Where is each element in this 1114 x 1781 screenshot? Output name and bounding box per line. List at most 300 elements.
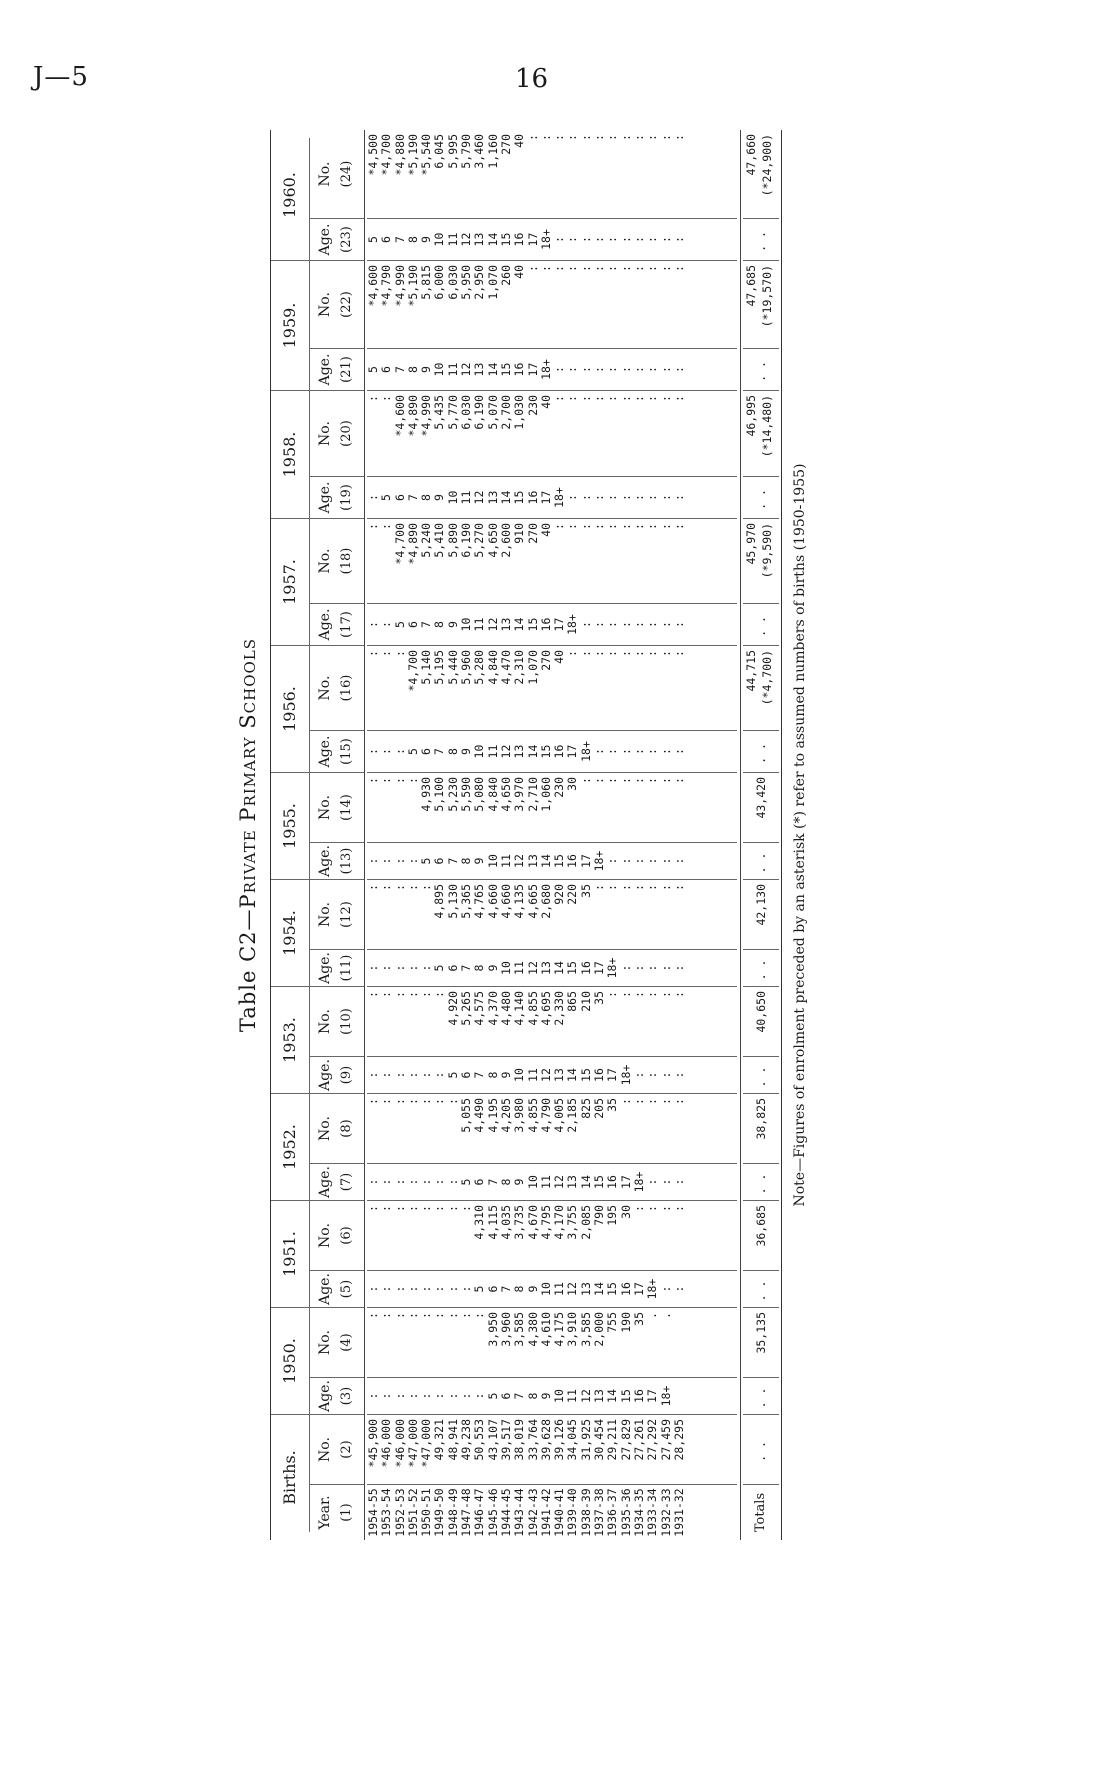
- table-cell: 7: [392, 366, 407, 373]
- header-births-no: [309, 1414, 364, 1484]
- totals-age-1956: . .: [743, 730, 779, 772]
- header-no-1958: [309, 390, 364, 476]
- table-cell: :: [366, 777, 380, 784]
- totals-1954: 42,130: [743, 879, 779, 949]
- table-cell: 4,480: [498, 991, 513, 1026]
- table-cell: :: [631, 621, 646, 628]
- table-cell: 13: [512, 744, 527, 759]
- header-c13: (13): [339, 847, 354, 875]
- table-cell: :: [645, 1071, 660, 1079]
- table-cell: :: [631, 991, 646, 998]
- table-cell: :: [432, 1205, 447, 1212]
- table-cell: 39,628: [538, 1419, 553, 1461]
- table-cell: :: [618, 621, 633, 628]
- header-no-label: No.: [317, 1330, 333, 1355]
- table-cell: :: [618, 134, 633, 141]
- table-cell: 10: [512, 1068, 527, 1082]
- header-c19: (19): [339, 484, 354, 511]
- table-cell: 4,115: [485, 1205, 500, 1240]
- table-cell: 12: [565, 1282, 580, 1296]
- table-cell: 49,238: [459, 1419, 474, 1461]
- header-age-label: Age.: [317, 735, 333, 768]
- table-cell: 1944-45: [498, 1488, 513, 1537]
- table-cell: 3,960: [498, 1312, 513, 1347]
- table-cell: 4,765: [472, 884, 487, 919]
- table-cell: 1942-43: [525, 1488, 540, 1537]
- table-cell: 7: [512, 1392, 527, 1400]
- header-age-1953: [309, 1056, 364, 1093]
- table-cell: :: [631, 1098, 646, 1105]
- column-age-1955: [367, 842, 737, 879]
- table-cell: *4,990: [392, 265, 407, 307]
- table-cell: 40: [552, 650, 567, 664]
- totals-1959: [743, 260, 779, 348]
- table-cell: 12: [459, 232, 474, 247]
- table-cell: :: [658, 265, 673, 272]
- table-cell: 17: [525, 232, 540, 247]
- table-cell: 1952-53: [392, 1488, 407, 1537]
- table-cell: 5: [419, 857, 434, 865]
- table-cell: :: [658, 1205, 673, 1212]
- table-cell: 7: [405, 494, 420, 501]
- header-no-1951: [309, 1200, 364, 1270]
- table-cell: 1943-44: [512, 1488, 527, 1537]
- table-cell: 5,440: [445, 650, 460, 685]
- header-c24: (24): [339, 160, 354, 188]
- table-cell: 2,710: [525, 777, 540, 812]
- table-cell: :: [392, 748, 407, 755]
- table-cell: :: [658, 134, 673, 141]
- table-cell: 6: [485, 1285, 500, 1293]
- table-cell: :: [459, 1285, 474, 1293]
- table-cell: 5,130: [445, 884, 460, 919]
- table-cell: 5,240: [419, 523, 434, 558]
- group-1955: 1955.: [271, 772, 309, 879]
- table-cell: :: [392, 777, 407, 784]
- table-frame: [270, 130, 782, 1540]
- table-cell: :: [618, 236, 633, 243]
- group-1952: 1952.: [271, 1093, 309, 1200]
- table-cell: [673, 1378, 686, 1414]
- table-cell: 16: [552, 744, 567, 759]
- table-cell: :: [419, 1285, 434, 1293]
- table-cell: 8: [472, 964, 487, 972]
- table-cell: 6: [498, 1392, 513, 1400]
- table-cell: 205: [592, 1098, 607, 1119]
- table-cell: 2,680: [538, 884, 553, 919]
- table-cell: :: [578, 523, 593, 530]
- table-cell: :: [445, 1285, 460, 1293]
- table-cell: 10: [472, 744, 487, 759]
- table-cell: 15: [538, 744, 553, 759]
- table-cell: 15: [512, 490, 527, 505]
- column-no-1960: [367, 130, 737, 218]
- table-cell: 5: [432, 964, 447, 972]
- header-no-1955: [309, 772, 364, 842]
- table-cell: :: [618, 523, 633, 530]
- table-cell: 230: [552, 777, 567, 798]
- table-cell: 15: [592, 1175, 607, 1189]
- table-cell: 190: [618, 1312, 633, 1333]
- table-cell: 11: [512, 961, 527, 975]
- table-cell: 15: [525, 617, 540, 632]
- table-cell: :: [658, 236, 673, 243]
- table-cell: 9: [419, 366, 434, 373]
- table-cell: :: [366, 884, 380, 891]
- table-cell: :: [379, 991, 394, 998]
- table-cell: 3,755: [565, 1205, 580, 1240]
- table-cell: :: [552, 523, 567, 530]
- table-cell: :: [605, 857, 620, 865]
- table-cell: 4,920: [445, 991, 460, 1026]
- table-cell: 18+: [552, 487, 567, 508]
- table-cell: :: [671, 494, 686, 501]
- table-cell: 6: [445, 964, 460, 972]
- header-no-label: No.: [317, 1009, 333, 1034]
- table-cell: 8: [485, 1071, 500, 1079]
- table-cell: 15: [498, 232, 513, 247]
- table-cell: 8: [498, 1178, 513, 1186]
- table-cell: :: [631, 236, 646, 243]
- table-cell: :: [405, 1205, 420, 1212]
- table-cell: 40: [512, 265, 527, 279]
- table-cell: :: [366, 1392, 380, 1400]
- header-age-label: Age.: [317, 223, 333, 256]
- table-cell: 12: [578, 1389, 593, 1403]
- table-cell: 13: [472, 362, 487, 377]
- table-cell: :: [578, 134, 593, 141]
- table-cell: 12: [498, 744, 513, 759]
- table-cell: 5,995: [445, 134, 460, 169]
- table-cell: :: [658, 366, 673, 373]
- table-cell: :: [645, 748, 660, 755]
- table-cell: 43,107: [485, 1419, 500, 1461]
- table-cell: 8: [512, 1285, 527, 1293]
- table-cell: 270: [525, 523, 540, 544]
- table-cell: :: [631, 1205, 646, 1212]
- table-cell: 3,585: [578, 1312, 593, 1347]
- table-cell: :: [671, 1178, 686, 1186]
- table-cell: 27,459: [658, 1419, 673, 1461]
- table-cell: :: [405, 1098, 420, 1105]
- table-cell: :: [392, 1178, 407, 1186]
- table-cell: 14: [578, 1175, 593, 1189]
- table-cell: 16: [592, 1068, 607, 1082]
- totals-1958-value: 46,995: [744, 395, 758, 437]
- table-cell: 35: [631, 1312, 646, 1326]
- table-cell: 6: [459, 1071, 474, 1079]
- table-cell: 7: [432, 748, 447, 755]
- table-cell: 4,695: [538, 991, 553, 1026]
- table-cell: 18+: [578, 741, 593, 762]
- table-cell: 230: [525, 395, 540, 416]
- header-c9: (9): [339, 1065, 354, 1085]
- table-cell: :: [671, 748, 686, 755]
- table-cell: 9: [445, 621, 460, 628]
- table-cell: 4,005: [552, 1098, 567, 1133]
- table-cell: 270: [538, 650, 553, 671]
- table-cell: :: [645, 523, 660, 530]
- table-cell: 1945-46: [485, 1488, 500, 1537]
- table-cell: :: [366, 748, 380, 755]
- header-age-1955: [309, 842, 364, 879]
- table-cell: 16: [538, 617, 553, 632]
- table-cell: *45,900: [366, 1419, 380, 1468]
- table-cell: :: [565, 366, 580, 373]
- table-cell: :: [432, 1285, 447, 1293]
- table-cell: :: [405, 1071, 420, 1079]
- table-cell: *47,000: [405, 1419, 420, 1468]
- table-cell: :: [578, 494, 593, 501]
- table-cell: 11: [485, 744, 500, 759]
- table-cell: :: [419, 884, 434, 891]
- header-c1: (1): [339, 1503, 354, 1522]
- table-cell: :: [605, 748, 620, 755]
- table-cell: 2,950: [472, 265, 487, 300]
- table-cell: :: [658, 884, 673, 891]
- table-cell: 14: [552, 961, 567, 975]
- table-cell: :: [392, 1392, 407, 1400]
- table-cell: 14: [485, 362, 500, 377]
- table-cell: *4,500: [366, 134, 380, 176]
- table-cell: :: [645, 265, 660, 272]
- header-no-1957: [309, 518, 364, 603]
- table-cell: :: [618, 991, 633, 998]
- table-cell: :: [618, 777, 633, 784]
- table-cell: :: [671, 884, 686, 891]
- table-cell: :: [592, 777, 607, 784]
- table-cell: 12: [485, 617, 500, 632]
- column-age-1957: [367, 603, 737, 645]
- table-cell: :: [658, 1285, 673, 1293]
- table-cell: 5,100: [432, 777, 447, 812]
- table-cell: 6,000: [432, 265, 447, 300]
- table-cell: 1,060: [538, 777, 553, 812]
- table-cell: :: [366, 964, 380, 972]
- totals-age-1957: . .: [743, 603, 779, 645]
- table-cell: 5,265: [459, 991, 474, 1026]
- table-cell: 33,764: [525, 1419, 540, 1461]
- column-no-1950: [367, 1307, 737, 1377]
- table-cell: 40: [538, 523, 553, 537]
- header-no-label: No.: [317, 902, 333, 927]
- header-age-label: Age.: [317, 1273, 333, 1305]
- header-c5: (5): [339, 1279, 354, 1299]
- table-cell: 6,030: [459, 395, 474, 430]
- table-cell: *46,000: [379, 1419, 394, 1468]
- table-cell: :: [592, 134, 607, 141]
- table-cell: 9: [485, 964, 500, 972]
- table-cell: 865: [565, 991, 580, 1012]
- table-cell: 2,330: [552, 991, 567, 1026]
- table-cell: 195: [605, 1205, 620, 1226]
- table-cell: 4,665: [525, 884, 540, 919]
- table-cell: :: [645, 134, 660, 141]
- table-cell: 1940-41: [552, 1488, 567, 1537]
- table-cell: 12: [552, 1175, 567, 1189]
- header-age-label: Age.: [317, 608, 333, 641]
- totals-1953: 40,650: [743, 986, 779, 1056]
- table-cell: 5: [472, 1285, 487, 1293]
- table-cell: :: [592, 748, 607, 755]
- table-cell: 15: [578, 1068, 593, 1082]
- table-cell: :: [645, 1205, 660, 1212]
- table-cell: 4,470: [498, 650, 513, 685]
- table-cell: :: [366, 1178, 380, 1186]
- table-cell: :: [366, 991, 380, 998]
- totals-rule: [740, 130, 741, 1540]
- table-cell: 4,855: [525, 991, 540, 1026]
- table-cell: :: [419, 964, 434, 972]
- table-cell: 6,045: [432, 134, 447, 169]
- column-births-no: [367, 1414, 737, 1484]
- table-cell: *5,190: [405, 134, 420, 176]
- table-cell: :: [658, 1178, 673, 1186]
- table-cell: :: [671, 650, 686, 657]
- table-cell: 4,490: [472, 1098, 487, 1133]
- table-cell: :: [658, 621, 673, 628]
- table-cell: 7: [419, 621, 434, 628]
- table-cell: 5,365: [459, 884, 474, 919]
- table-cell: :: [631, 964, 646, 972]
- table-cell: 4,895: [432, 884, 447, 919]
- table-cell: :: [658, 395, 673, 402]
- table-cell: :: [605, 366, 620, 373]
- table-cell: :: [552, 265, 567, 272]
- header-no-1959: [309, 260, 364, 348]
- table-cell: 16: [512, 362, 527, 377]
- table-cell: :: [658, 650, 673, 657]
- table-cell: *5,540: [419, 134, 434, 176]
- table-cell: 1947-48: [459, 1488, 474, 1537]
- column-no-1959: [367, 260, 737, 348]
- table-cell: 8: [419, 494, 434, 501]
- table-cell: :: [552, 395, 567, 402]
- table-cell: :: [631, 1071, 646, 1079]
- table-cell: 11: [565, 1389, 580, 1403]
- totals-1960-assumed: (*24,900): [760, 134, 774, 197]
- table-cell: *4,890: [405, 395, 420, 437]
- table-cell: :: [658, 1098, 673, 1105]
- table-cell: :: [472, 1392, 487, 1400]
- table-cell: :: [419, 1098, 434, 1105]
- table-cell: :: [671, 1205, 686, 1212]
- column-age-1958: [367, 476, 737, 518]
- table-cell: :: [379, 777, 394, 784]
- table-cell: 2,000: [592, 1312, 607, 1347]
- table-cell: 6: [432, 857, 447, 865]
- table-cell: :: [445, 1312, 460, 1319]
- table-cell: 11: [498, 854, 513, 868]
- table-cell: 1950-51: [419, 1488, 434, 1537]
- table-cell: 48,941: [445, 1419, 460, 1461]
- table-cell: :: [631, 494, 646, 501]
- table-cell: *4,990: [419, 395, 434, 437]
- table-cell: 4,930: [419, 777, 434, 812]
- table-cell: 3,585: [512, 1312, 527, 1347]
- table-cell: 18+: [605, 957, 620, 979]
- table-cell: :: [658, 748, 673, 755]
- table-cell: :: [405, 1392, 420, 1400]
- table-cell: 40: [512, 134, 527, 148]
- table-cell: :: [392, 991, 407, 998]
- table-cell: 13: [498, 617, 513, 632]
- table-cell: 4,310: [472, 1205, 487, 1240]
- header-no-label: No.: [317, 421, 333, 446]
- table-cell: 5,230: [445, 777, 460, 812]
- table-cell: 3,735: [512, 1205, 527, 1240]
- table-cell: :: [631, 857, 646, 865]
- totals-age-1954: . .: [743, 949, 779, 986]
- table-cell: 5: [445, 1071, 460, 1079]
- table-cell: :: [419, 1205, 434, 1212]
- table-cell: :: [405, 857, 420, 865]
- table-cell: :: [658, 523, 673, 530]
- table-cell: :: [671, 395, 686, 402]
- table-cell: 3,910: [565, 1312, 580, 1347]
- table-cell: :: [605, 134, 620, 141]
- table-cell: [673, 1312, 686, 1377]
- totals-1959-assumed: (*19,570): [760, 265, 774, 328]
- table-cell: :: [552, 134, 567, 141]
- table-cell: :: [392, 1098, 407, 1105]
- table-cell: 1948-49: [445, 1488, 460, 1537]
- table-cell: :: [645, 964, 660, 972]
- table-cell: 6: [392, 494, 407, 501]
- table-cell: :: [658, 991, 673, 998]
- table-cell: .: [658, 1312, 673, 1319]
- table-cell: 6: [379, 236, 394, 243]
- table-cell: 270: [498, 134, 513, 155]
- header-c20: (20): [339, 420, 354, 447]
- table-cell: *4,880: [392, 134, 407, 176]
- table-cell: 14: [592, 1282, 607, 1296]
- group-births: Births.: [271, 1414, 309, 1540]
- table-cell: 4,670: [525, 1205, 540, 1240]
- table-cell: :: [592, 650, 607, 657]
- table-cell: :: [392, 964, 407, 972]
- table-cell: 17: [538, 490, 553, 505]
- table-cell: :: [671, 366, 686, 373]
- header-no-1954: [309, 879, 364, 949]
- table-cell: 49,321: [432, 1419, 447, 1461]
- table-cell: 18+: [631, 1171, 646, 1193]
- table-cell: :: [379, 1392, 394, 1400]
- table-cell: :: [605, 650, 620, 657]
- table-cell: :: [379, 1098, 394, 1105]
- table-cell: :: [525, 134, 540, 141]
- totals-1956-assumed: (*4,700): [760, 650, 774, 706]
- table-cell: 7: [445, 857, 460, 865]
- totals-1950: 35,135: [743, 1307, 779, 1377]
- table-cell: :: [379, 1178, 394, 1186]
- table-cell: :: [538, 134, 553, 141]
- totals-1952: 38,825: [743, 1093, 779, 1163]
- header-age-1954: [309, 949, 364, 986]
- table-cell: 5,590: [459, 777, 474, 812]
- totals-1955: 43,420: [743, 772, 779, 842]
- table-cell: :: [445, 1178, 460, 1186]
- column-year: [367, 1484, 737, 1540]
- table-cell: :: [631, 134, 646, 141]
- table-cell: 5,890: [445, 523, 460, 558]
- table-cell: 12: [472, 490, 487, 505]
- header-no-label: No.: [317, 292, 333, 317]
- table-cell: :: [618, 1098, 633, 1105]
- table-cell: 30: [618, 1205, 633, 1219]
- table-cell: 16: [525, 490, 540, 505]
- column-no-1958: [367, 390, 737, 476]
